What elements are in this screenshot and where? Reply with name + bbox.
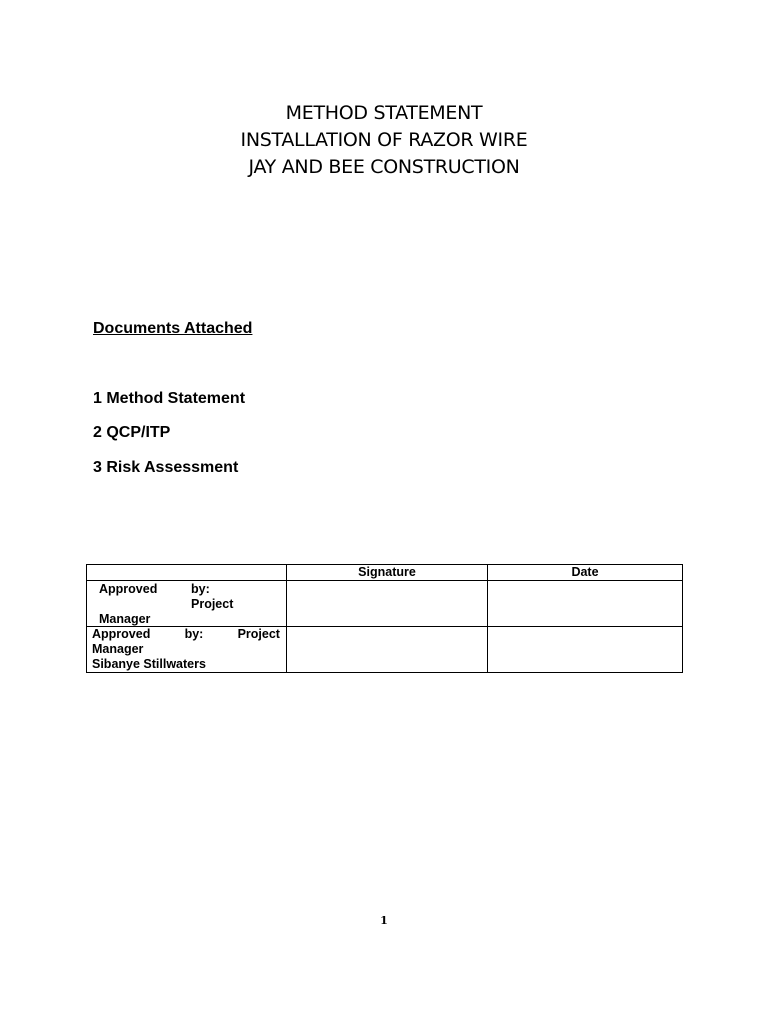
title-line-1: METHOD STATEMENT [285,102,483,124]
approver-role: Manager [92,642,144,656]
approver-contractor-cell [87,581,287,627]
document-title [0,100,768,181]
title-line-2: INSTALLATION OF RAZOR WIRE [240,129,528,151]
date-field-client[interactable] [488,627,683,673]
documents-attached-heading: Documents Attached [93,320,253,337]
page-number: 1 [380,914,388,927]
approver-word: Project [237,627,280,641]
approver-word: Manager [99,612,151,626]
signature-field-client[interactable] [287,627,488,673]
title-line-3: JAY AND BEE CONSTRUCTION [248,156,520,178]
approver-word: Approved [92,627,151,641]
approver-company: Sibanye Stillwaters [92,657,206,671]
approver-word: Approved [99,582,158,596]
approver-word: Project [191,597,234,611]
approval-table-header-row [87,565,683,581]
header-cell-signature: Signature [287,565,488,581]
table-row [87,581,683,627]
header-cell-role [87,565,287,581]
approver-word: by: [191,582,210,596]
approver-client-cell [87,627,287,673]
approver-word: by: [184,627,204,641]
date-field-contractor[interactable] [488,581,683,627]
document-item-method-statement: 1 Method Statement [93,390,246,407]
table-row [87,627,683,673]
approval-table [86,564,683,673]
document-item-risk-assessment: 3 Risk Assessment [93,459,239,476]
header-cell-date: Date [488,565,683,581]
signature-field-contractor[interactable] [287,581,488,627]
document-item-qcp-itp: 2 QCP/ITP [93,424,171,441]
